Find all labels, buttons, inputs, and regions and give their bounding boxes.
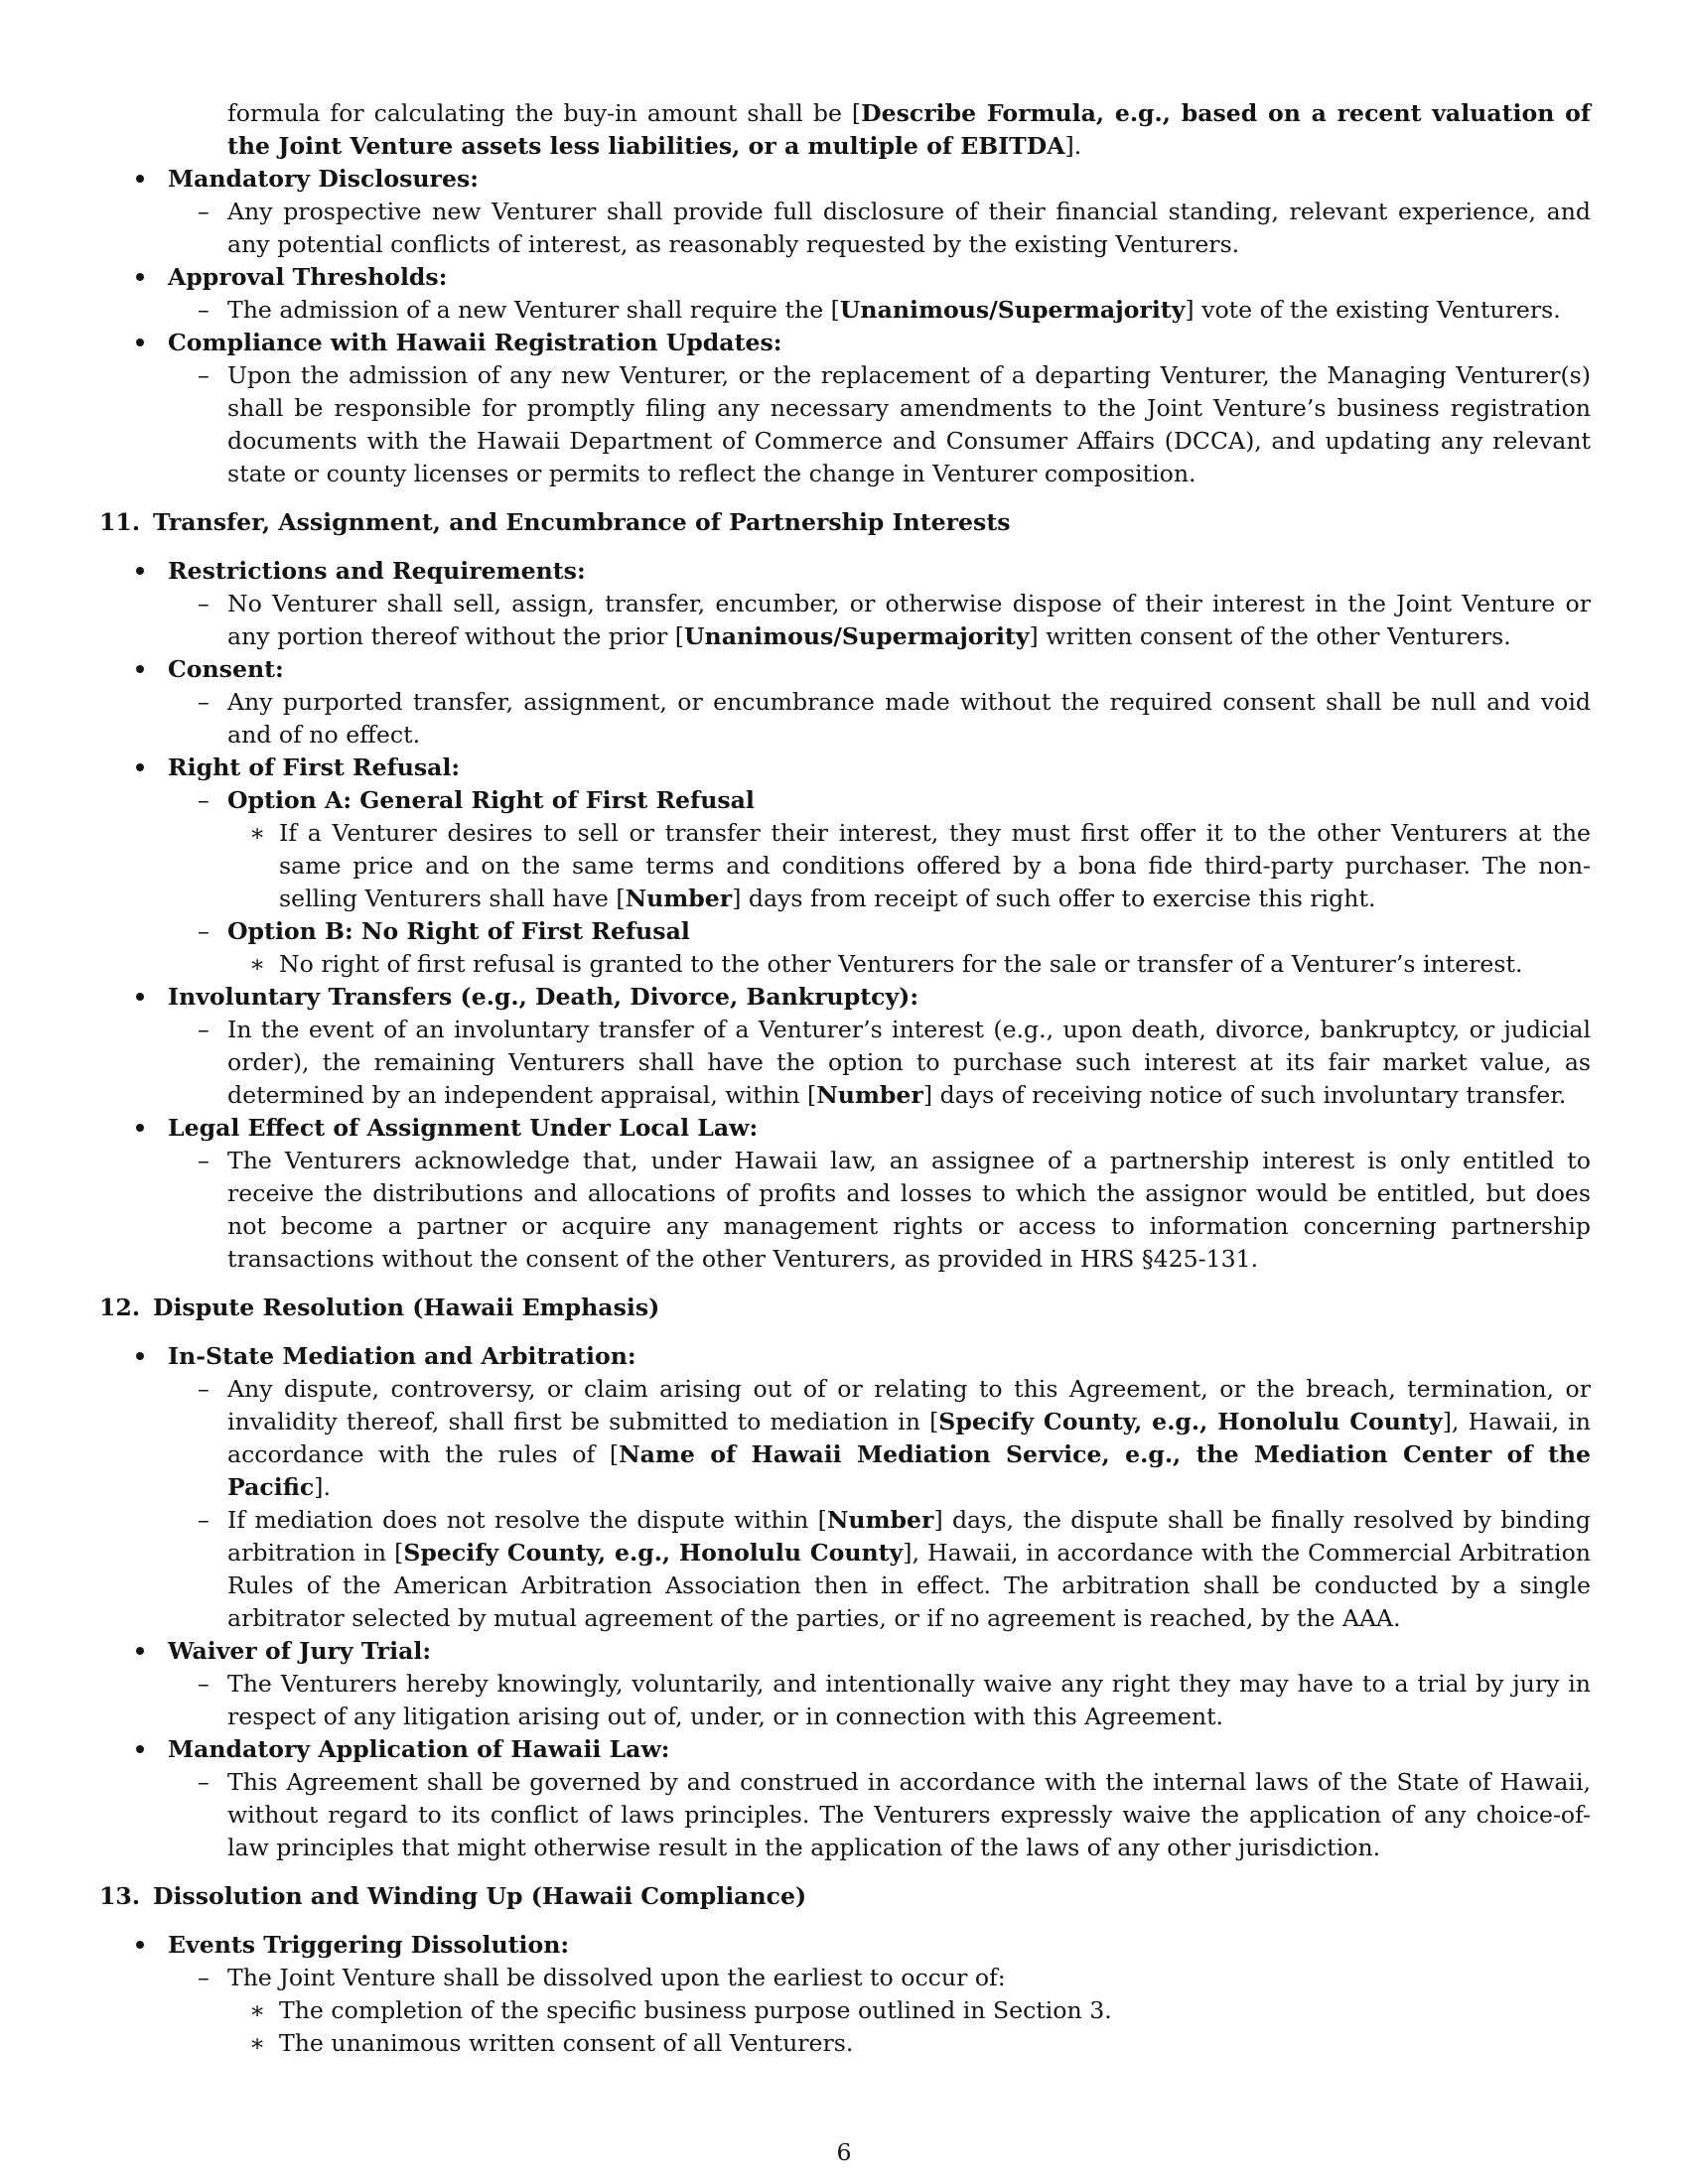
document-page (99, 97, 1591, 2060)
bullet-dissolution-events: Events Triggering Dissolution: (99, 1929, 1591, 1962)
bullet-compliance-registration: Compliance with Hawaii Registration Updates: (99, 327, 1591, 359)
section-13-heading: 13. Dissolution and Winding Up (Hawaii Compliance) (99, 1882, 807, 1910)
item-arbitration-text: – If mediation does not resolve the dispute within [Number] days, the dispute shall be finally resolved by binding arbitration in [Specify County, e.g., Honolulu County], Hawaii, in accordance with the Commercial Arbitration Rules of the American Arbitration Association then in effect. The arbitration shall be conducted by a single arbitrator selected by mutual agreement of the parties, or if no agreement is reached, by the AAA. (198, 1506, 1591, 1632)
item-compliance-registration-text: – Upon the admission of any new Venturer, or the replacement of a departing Venturer, the Managing Venturer(s) shall be responsible for promptly filing any necessary amendments to the Joint Venture’s business registration documents with the Hawaii Department of Commerce and Consumer Affairs (DCCA), and updating any relevant state or county licenses or permits to reflect the change in Venturer composition. (198, 361, 1591, 487)
bullet-dot-icon (136, 981, 144, 1014)
item-dissolution-event-1: ∗ The completion of the specific business purpose outlined in Section 3. (99, 1994, 1591, 2027)
item-jury-waiver-text: – The Venturers hereby knowingly, voluntarily, and intentionally waive any right they may have to a trial by jury in respect of any litigation arising out of, under, or in connection with this Agreement. (198, 1670, 1591, 1730)
bullet-consent: Consent: (99, 653, 1591, 686)
bullet-dot-icon (136, 653, 144, 686)
section-11-heading: 11. Transfer, Assignment, and Encumbrance of Partnership Interests (99, 508, 1011, 536)
asterisk-icon: ∗ (249, 1996, 266, 2024)
item-dissolution-events-text: – The Joint Venture shall be dissolved upon the earliest to occur of: (198, 1964, 1006, 1991)
bullet-mediation-arbitration: In-State Mediation and Arbitration: (99, 1340, 1591, 1373)
item-mediation-text: – Any dispute, controversy, or claim arising out of or relating to this Agreement, or the breach, termination, or invalidity thereof, shall first be submitted to mediation in [Specify County, e.g., Honolulu County], Hawaii, in accordance with the rules of [Name of Hawaii Mediation Service, e.g., the Mediation Center of the Pacific]. (198, 1375, 1592, 1501)
asterisk-icon: ∗ (249, 2029, 266, 2057)
item-dissolution-event-2: ∗ The unanimous written consent of all Venturers. (99, 2027, 1591, 2060)
item-option-a-title: – Option A: General Right of First Refusal (198, 786, 755, 814)
bullet-mandatory-disclosures: Mandatory Disclosures: (99, 163, 1591, 196)
page-number: 6 (836, 2138, 852, 2166)
bullet-dot-icon (136, 327, 144, 359)
bullet-legal-effect: Legal Effect of Assignment Under Local Law: (99, 1112, 1591, 1145)
bullet-right-of-first-refusal: Right of First Refusal: (99, 751, 1591, 784)
bullet-dot-icon (136, 1929, 144, 1962)
bullet-jury-waiver: Waiver of Jury Trial: (99, 1635, 1591, 1668)
item-option-a-text: ∗ If a Venturer desires to sell or transfer their interest, they must first offer it to the other Venturers at the same price and on the same terms and conditions offered by a bona fide third-party purchaser. The non-selling Venturers shall have [Number] days from receipt of such offer to exercise this right. (249, 819, 1591, 912)
bullet-dot-icon (136, 261, 144, 294)
bullet-involuntary-transfers: Involuntary Transfers (e.g., Death, Divorce, Bankruptcy): (99, 981, 1591, 1014)
item-restrictions-text: – No Venturer shall sell, assign, transfer, encumber, or otherwise dispose of their interest in the Joint Venture or any portion thereof without the prior [Unanimous/Supermajority] written consent of the other Venturers. (198, 590, 1591, 650)
asterisk-icon: ∗ (249, 950, 266, 978)
buy-in-formula-continuation: formula for calculating the buy-in amount shall be [Describe Formula, e.g., based on a recent valuation of the Joint Venture assets less liabilities, or a multiple of EBITDA]. (227, 99, 1591, 160)
item-involuntary-transfers-text: – In the event of an involuntary transfer of a Venturer’s interest (e.g., upon death, divorce, bankruptcy, or judicial order), the remaining Venturers shall have the option to purchase such interest at its fair market value, as determined by an independent appraisal, within [Number] days of receiving notice of such involuntary transfer. (198, 1016, 1591, 1109)
bullet-dot-icon (136, 163, 144, 196)
item-legal-effect-text: – The Venturers acknowledge that, under Hawaii law, an assignee of a partnership interest is only entitled to receive the distributions and allocations of profits and losses to which the assignor would be entitled, but does not become a partner or acquire any management rights or access to information concerning partnership transactions without the consent of the other Venturers, as provided in HRS §425-131. (198, 1147, 1591, 1273)
item-option-b-title: – Option B: No Right of First Refusal (198, 917, 690, 945)
item-mandatory-disclosures-text: – Any prospective new Venturer shall provide full disclosure of their financial standing, relevant experience, and any potential conflicts of interest, as reasonably requested by the existing Venturers. (198, 198, 1591, 258)
item-approval-thresholds-text: – The admission of a new Venturer shall require the [Unanimous/Supermajority] vote of the existing Venturers. (198, 296, 1561, 324)
asterisk-icon: ∗ (249, 819, 266, 847)
bullet-dot-icon (136, 1635, 144, 1668)
bullet-dot-icon (136, 751, 144, 784)
bullet-dot-icon (136, 1340, 144, 1373)
bullet-dot-icon (136, 1112, 144, 1145)
bullet-restrictions: Restrictions and Requirements: (99, 555, 1591, 588)
item-hawaii-law-text: – This Agreement shall be governed by and construed in accordance with the internal laws of the State of Hawaii, without regard to its conflict of laws principles. The Venturers expressly waive the application of any choice-of-law principles that might otherwise result in the application of the laws of any other jurisdiction. (198, 1768, 1591, 1861)
section-12-heading: 12. Dispute Resolution (Hawaii Emphasis) (99, 1294, 660, 1321)
bullet-dot-icon (136, 555, 144, 588)
item-consent-text: – Any purported transfer, assignment, or encumbrance made without the required consent shall be null and void and of no effect. (198, 688, 1591, 749)
bullet-approval-thresholds: Approval Thresholds: (99, 261, 1591, 294)
item-option-b-text: ∗ No right of first refusal is granted to the other Venturers for the sale or transfer of a Venturer’s interest. (99, 948, 1591, 981)
bullet-dot-icon (136, 1733, 144, 1766)
bullet-hawaii-law: Mandatory Application of Hawaii Law: (99, 1733, 1591, 1766)
